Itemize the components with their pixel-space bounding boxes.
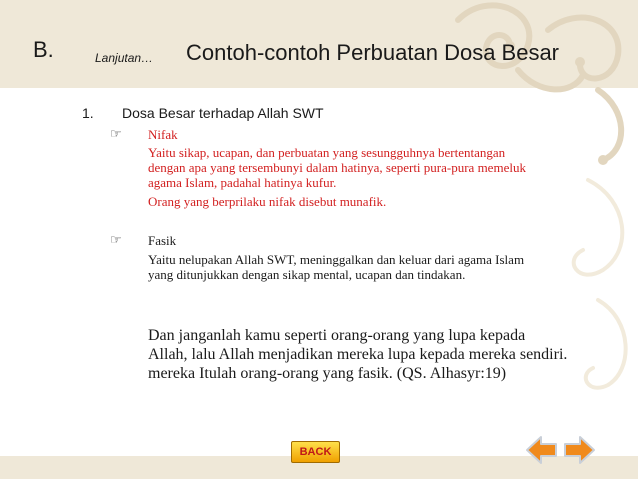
quran-quote	[148, 326, 618, 383]
nifak-line-4: Orang yang berprilaku nifak disebut munafik.	[148, 194, 387, 209]
quote-line-1: Dan janganlah kamu seperti orang-orang yang lupa kepada	[148, 327, 526, 344]
arrow-left-icon[interactable]	[525, 434, 559, 466]
nifak-line-2: dengan apa yang tersembunyi dalam hatinya, seperti pura-pura memeluk	[148, 160, 526, 175]
section-letter: B.	[33, 37, 54, 62]
fasik-term: Fasik	[148, 233, 177, 248]
fasik-line-2: yang ditunjukkan dengan sikap mental, ucapan dan tindakan.	[148, 267, 466, 282]
pointing-hand-icon: ☞	[110, 232, 122, 247]
back-button[interactable]: BACK	[291, 441, 340, 463]
arrow-right-icon[interactable]	[562, 434, 596, 466]
item-number: 1.	[82, 105, 94, 121]
quote-line-2: Allah, lalu Allah menjadikan mereka lupa kepada mereka sendiri.	[148, 346, 568, 363]
nifak-term: Nifak	[148, 127, 178, 142]
page-title: Contoh-contoh Perbuatan Dosa Besar	[186, 40, 560, 65]
fasik-line-1: Yaitu nelupakan Allah SWT, meninggalkan dan keluar dari agama Islam	[148, 252, 525, 267]
nifak-line-3: agama Islam, padahal hatinya kufur.	[148, 175, 337, 190]
quote-line-3: mereka Itulah orang-orang yang fasik. (QS. Alhasyr:19)	[148, 365, 507, 382]
continued-label: Lanjutan…	[95, 51, 154, 65]
nifak-line-1: Yaitu sikap, ucapan, dan perbuatan yang sesungguhnya bertentangan	[148, 145, 506, 160]
pointing-hand-icon: ☞	[110, 126, 122, 141]
item-heading: Dosa Besar terhadap Allah SWT	[122, 105, 324, 121]
